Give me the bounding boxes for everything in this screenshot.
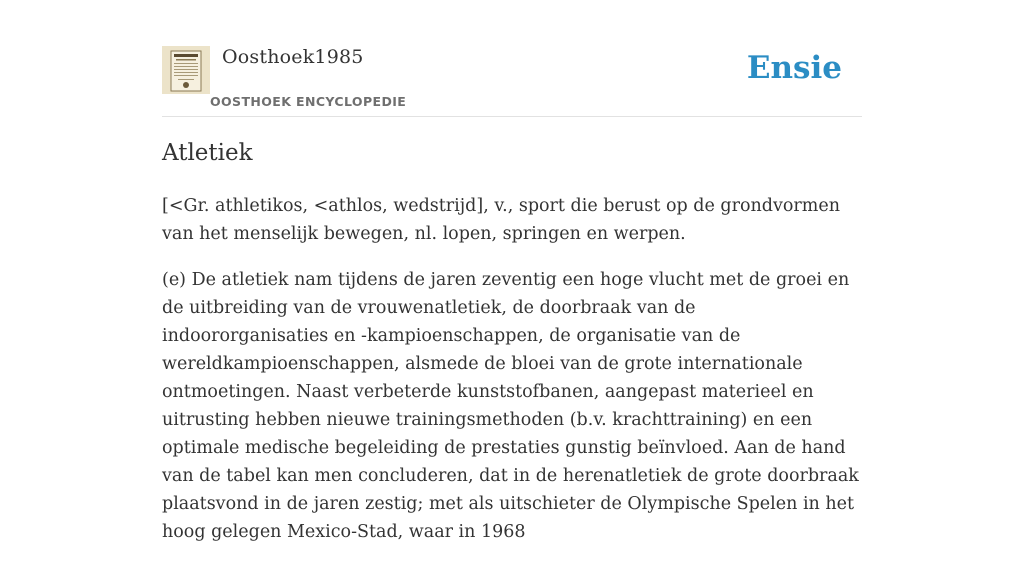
paragraph-definition: [<Gr. athletikos, <athlos, wedstrijd], v., sport die berust op de grondvormen van het menselijk bewegen, nl. lopen, springen en werpen. (162, 196, 841, 244)
avatar[interactable] (162, 46, 210, 94)
author-name[interactable]: Oosthoek1985 (222, 46, 364, 68)
paragraph-history: (e) De atletiek nam tijdens de jaren zeventig een hoge vlucht met de groei en de uitbreiding van de vrouwenatletiek, de doorbraak van de indoororganisaties en -kampioenschappen, de organisatie van de wereldkampioenschappen, alsmede de bloei van de grote internationale ontmoetingen. Naast verbeterde kunststofbanen, aangepast materieel en uitrusting hebben nieuwe trainingsmethoden (b.v. krachttraining) en een optimale medische begeleiding de prestaties gunstig beïnvloed. Aan de hand van de tabel kan men concluderen, dat in de herenatletiek de grote doorbraak plaatsvond in de jaren zestig; met als uitschieter de Olympische Spelen in het hoog gelegen Mexico-Stad, waar in 1968 (162, 270, 859, 542)
header (162, 44, 862, 117)
site-logo[interactable]: Ensie (746, 50, 842, 86)
book-cover-icon (162, 46, 210, 94)
article-body (162, 192, 864, 564)
source-name[interactable]: OOSTHOEK ENCYCLOPEDIE (210, 94, 407, 109)
page-title: Atletiek (162, 140, 253, 166)
